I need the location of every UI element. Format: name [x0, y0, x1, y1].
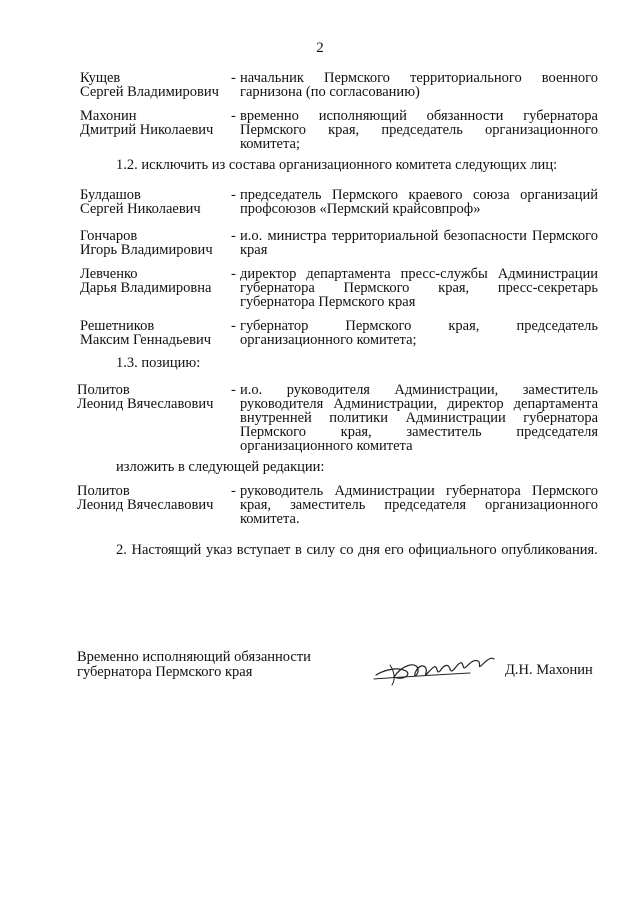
item-1-3: 1.3. позицию: — [116, 355, 201, 371]
page-number: 2 — [316, 40, 324, 56]
member-role: - и.о. министра территориальной безопасности Пермского края — [231, 228, 598, 258]
member-role: - начальник Пермского территориального военного гарнизона (по согласованию) — [231, 70, 598, 100]
signatory-name: Д.Н. Махонин — [505, 662, 593, 678]
member-name: Левченко Дарья Владимировна — [80, 266, 212, 296]
item-1-2: 1.2. исключить из состава организационного комитета следующих лиц: — [116, 157, 558, 173]
member-name: Махонин Дмитрий Николаевич — [80, 108, 214, 138]
member-role: - руководитель Администрации губернатора Пермского края, заместитель председателя организационного комитета. — [231, 483, 598, 527]
clause-2: 2. Настоящий указ вступает в силу со дня его официального опубликования. — [116, 542, 598, 558]
member-role: - временно исполняющий обязанности губернатора Пермского края, председатель организационного комитета; — [231, 108, 598, 152]
member-name: Решетников Максим Геннадьевич — [80, 318, 212, 348]
member-name: Кущев Сергей Владимирович — [80, 70, 219, 100]
handwritten-signature — [372, 653, 496, 687]
member-role: - директор департамента пресс-службы Администрации губернатора Пермского края, пресс-секретарь губернатора Пермского края — [231, 266, 598, 310]
member-name: Политов Леонид Вячеславович — [77, 382, 214, 412]
signatory-title: Временно исполняющий обязанности губернатора Пермского края — [77, 649, 311, 680]
member-name: Политов Леонид Вячеславович — [77, 483, 214, 513]
member-role: - губернатор Пермского края, председатель организационного комитета; — [231, 318, 598, 348]
restate-instruction: изложить в следующей редакции: — [116, 459, 325, 475]
member-role: - председатель Пермского краевого союза организаций профсоюзов «Пермский крайсовпроф» — [231, 187, 598, 217]
member-name: Гончаров Игорь Владимирович — [80, 228, 213, 258]
member-role: - и.о. руководителя Администрации, заместитель руководителя Администрации, директор департамента внутренней политики Администрации губернатора Пермского края, заместитель председателя организационного комитета — [231, 382, 598, 454]
member-name: Булдашов Сергей Николаевич — [80, 187, 201, 217]
